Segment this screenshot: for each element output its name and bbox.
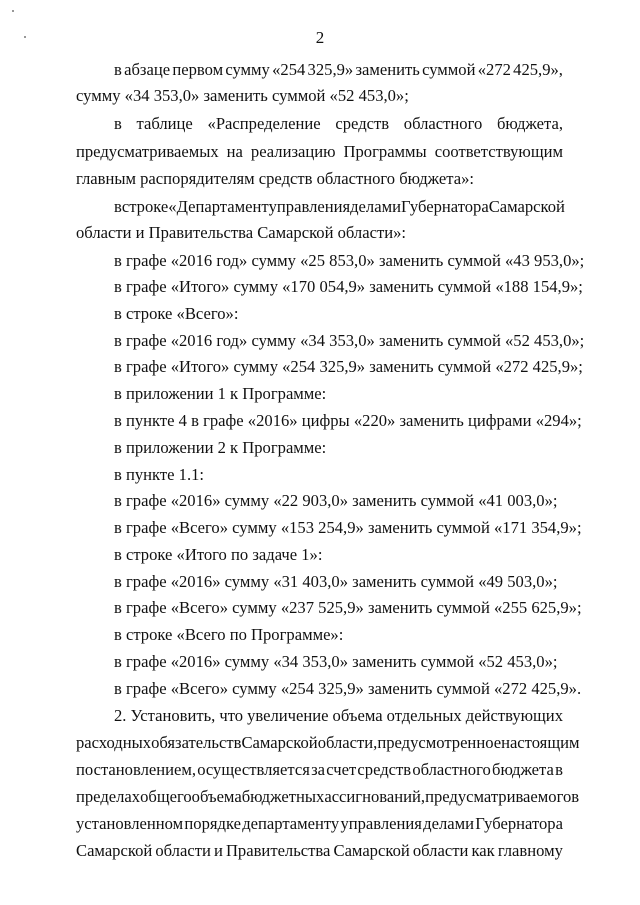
text-line: в строке «Всего»: (114, 304, 239, 323)
scan-speck (12, 10, 14, 12)
text-line: предусматриваемых на реализацию Программы соответствующим (76, 142, 563, 161)
text-line: в графе «Всего» сумму «237 525,9» заменить суммой «255 625,9»; (114, 598, 582, 617)
text-line: в графе «2016» сумму «31 403,0» заменить суммой «49 503,0»; (114, 572, 558, 591)
text-line: в строке «Всего по Программе»: (114, 625, 344, 644)
text-line: 2. Установить, что увеличение объема отдельных действующих (114, 706, 563, 725)
text-line: в графе «2016 год» сумму «25 853,0» заменить суммой «43 953,0»; (114, 251, 585, 270)
text-line: в абзаце первом сумму «254 325,9» заменить суммой «272 425,9», (114, 60, 563, 79)
text-line: главным распорядителям средств областного бюджета»: (76, 169, 474, 188)
text-line: в таблице «Распределение средств областного бюджета, (114, 114, 563, 133)
text-line: в графе «Итого» сумму «254 325,9» заменить суммой «272 425,9»; (114, 357, 583, 376)
text-line: в пункте 4 в графе «2016» цифры «220» заменить цифрами «294»; (114, 411, 582, 430)
text-line: в графе «Всего» сумму «254 325,9» заменить суммой «272 425,9». (114, 679, 582, 698)
text-line: расходных обязательств Самарской области, предусмотренное настоящим (76, 733, 580, 752)
text-line: Самарской области и Правительства Самарской области как главному (76, 841, 563, 860)
text-line: в графе «2016 год» сумму «34 353,0» заменить суммой «52 453,0»; (114, 331, 585, 350)
text-line: пределах общего объема бюджетных ассигнований, предусматриваемого в (76, 787, 580, 806)
text-line: сумму «34 353,0» заменить суммой «52 453,0»; (76, 86, 409, 105)
text-line: в графе «2016» сумму «22 903,0» заменить суммой «41 003,0»; (114, 491, 558, 510)
page-number: 2 (315, 28, 325, 47)
text-line: в пункте 1.1: (114, 465, 205, 484)
text-line: в строке «Итого по задаче 1»: (114, 545, 323, 564)
text-line: установленном порядке департаменту управления делами Губернатора (76, 814, 563, 833)
text-line: в графе «Итого» сумму «170 054,9» заменить суммой «188 154,9»; (114, 277, 583, 296)
text-line: области и Правительства Самарской области»: (76, 223, 406, 242)
text-line: в графе «Всего» сумму «153 254,9» заменить суммой «171 354,9»; (114, 518, 582, 537)
text-line: в строке «Департамент управления делами Губернатора Самарской (114, 197, 565, 216)
text-line: в приложении 2 к Программе: (114, 438, 327, 457)
text-line: в графе «2016» сумму «34 353,0» заменить суммой «52 453,0»; (114, 652, 558, 671)
text-line: в приложении 1 к Программе: (114, 384, 327, 403)
text-line: постановлением, осуществляется за счет средств областного бюджета в (76, 760, 563, 779)
